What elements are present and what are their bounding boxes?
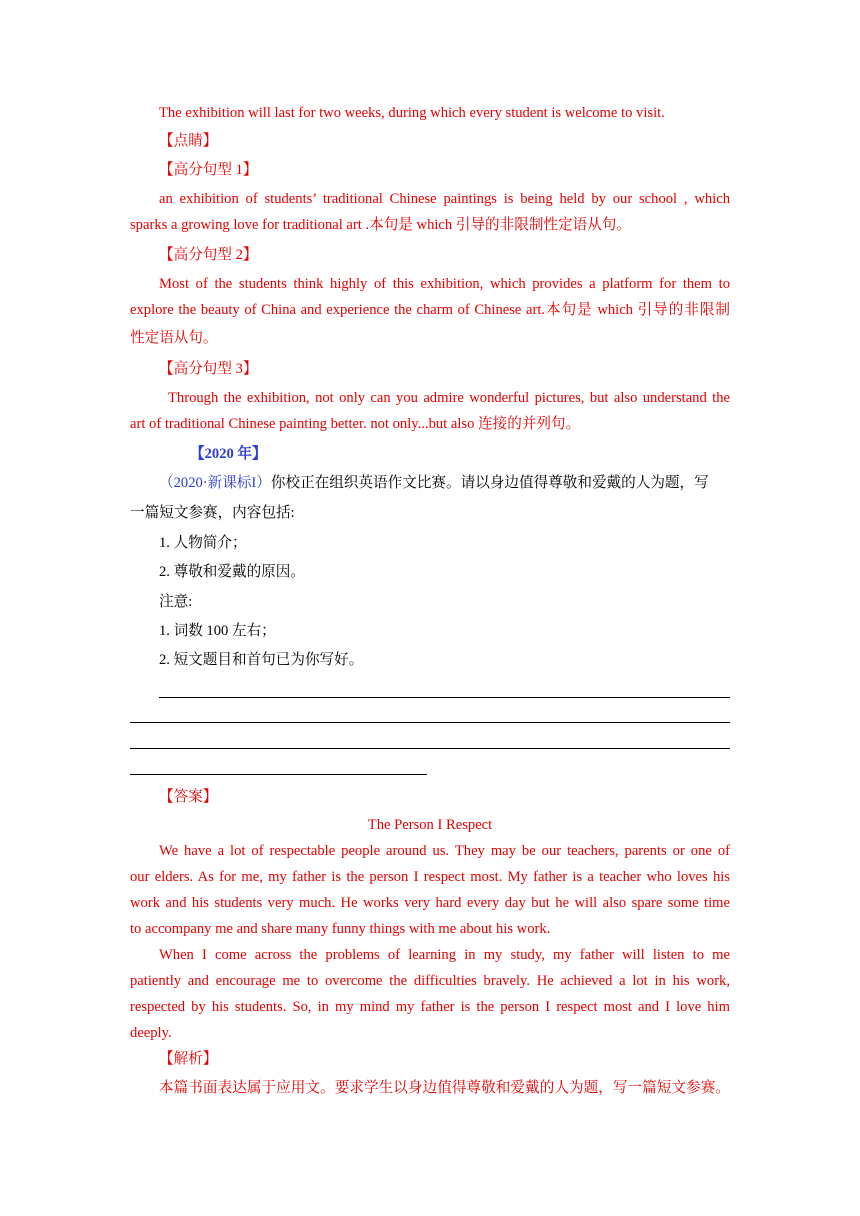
essay-p1-line-2: our elders. As for me, my father is the person I respect most. My father is a teacher who loves his — [130, 869, 730, 885]
content-item-1: 1. 人物简介； — [159, 535, 247, 551]
pattern-1-line-2: sparks a growing love for traditional art .本句是 which 引导的非限制性定语从句。 — [130, 217, 631, 233]
intro-line: The exhibition will last for two weeks, during which every student is welcome to visit. — [159, 105, 665, 121]
task-prompt-text: 你校正在组织英语作文比赛。请以身边值得尊敬和爱戴的人为题，写 — [270, 475, 709, 491]
essay-p1-line-3: work and his students very much. He works very hard every day but he will also spare some time — [130, 895, 730, 911]
pattern-1-line-1: an exhibition of students’ traditional Chinese paintings is being held by our school , which — [159, 191, 730, 207]
sentence-pattern-2-heading: 【高分句型 2】 — [159, 247, 258, 263]
answer-blank-line-3 — [130, 748, 730, 749]
answer-blank-line-1 — [159, 697, 730, 698]
essay-p1-line-4: to accompany me and share many funny things with me about his work. — [130, 921, 551, 937]
pattern-3-line-1: Through the exhibition, not only can you admire wonderful pictures, but also understand the — [168, 390, 730, 406]
content-item-2: 2. 尊敬和爱戴的原因。 — [159, 564, 305, 580]
answer-blank-line-4 — [130, 774, 427, 775]
sentence-pattern-3-heading: 【高分句型 3】 — [159, 361, 258, 377]
essay-p1-line-1: We have a lot of respectable people around us. They may be our teachers, parents or one of — [159, 843, 730, 859]
essay-p2-line-1: When I come across the problems of learning in my study, my father will listen to me — [159, 947, 730, 963]
pattern-2-line-1: Most of the students think highly of this exhibition, which provides a platform for them to — [159, 276, 730, 292]
dianjing-heading: 【点睛】 — [159, 133, 218, 149]
year-heading: 【2020 年】 — [190, 446, 267, 462]
note-item-2: 2. 短文题目和首句已为你写好。 — [159, 652, 364, 668]
answer-blank-line-2 — [130, 722, 730, 723]
essay-p2-line-4: deeply. — [130, 1025, 172, 1041]
note-heading: 注意: — [159, 594, 193, 610]
note-item-1: 1. 词数 100 左右； — [159, 623, 276, 639]
pattern-2-line-3: 性定语从句。 — [130, 330, 218, 346]
task-prompt-line-2: 一篇短文参赛，内容包括: — [130, 505, 295, 521]
task-source: （2020·新课标I） — [159, 475, 271, 491]
answer-label: 【答案】 — [159, 789, 218, 805]
pattern-2-line-2: explore the beauty of China and experience the charm of Chinese art.本句是 which 引导的非限制 — [130, 302, 730, 318]
analysis-line: 本篇书面表达属于应用文。要求学生以身边值得尊敬和爱戴的人为题，写一篇短文参赛。 — [159, 1080, 730, 1096]
essay-p2-line-2: patiently and encourage me to overcome the difficulties bravely. He achieved a lot in his work, — [130, 973, 730, 989]
analysis-label: 【解析】 — [159, 1051, 218, 1067]
essay-p2-line-3: respected by his students. So, in my mind my father is the person I respect most and I love him — [130, 999, 730, 1015]
task-prompt-line-1 — [159, 473, 730, 493]
sentence-pattern-1-heading: 【高分句型 1】 — [159, 162, 258, 178]
pattern-3-line-2: art of traditional Chinese painting better. not only...but also 连接的并列句。 — [130, 416, 581, 432]
essay-title: The Person I Respect — [367, 817, 493, 833]
